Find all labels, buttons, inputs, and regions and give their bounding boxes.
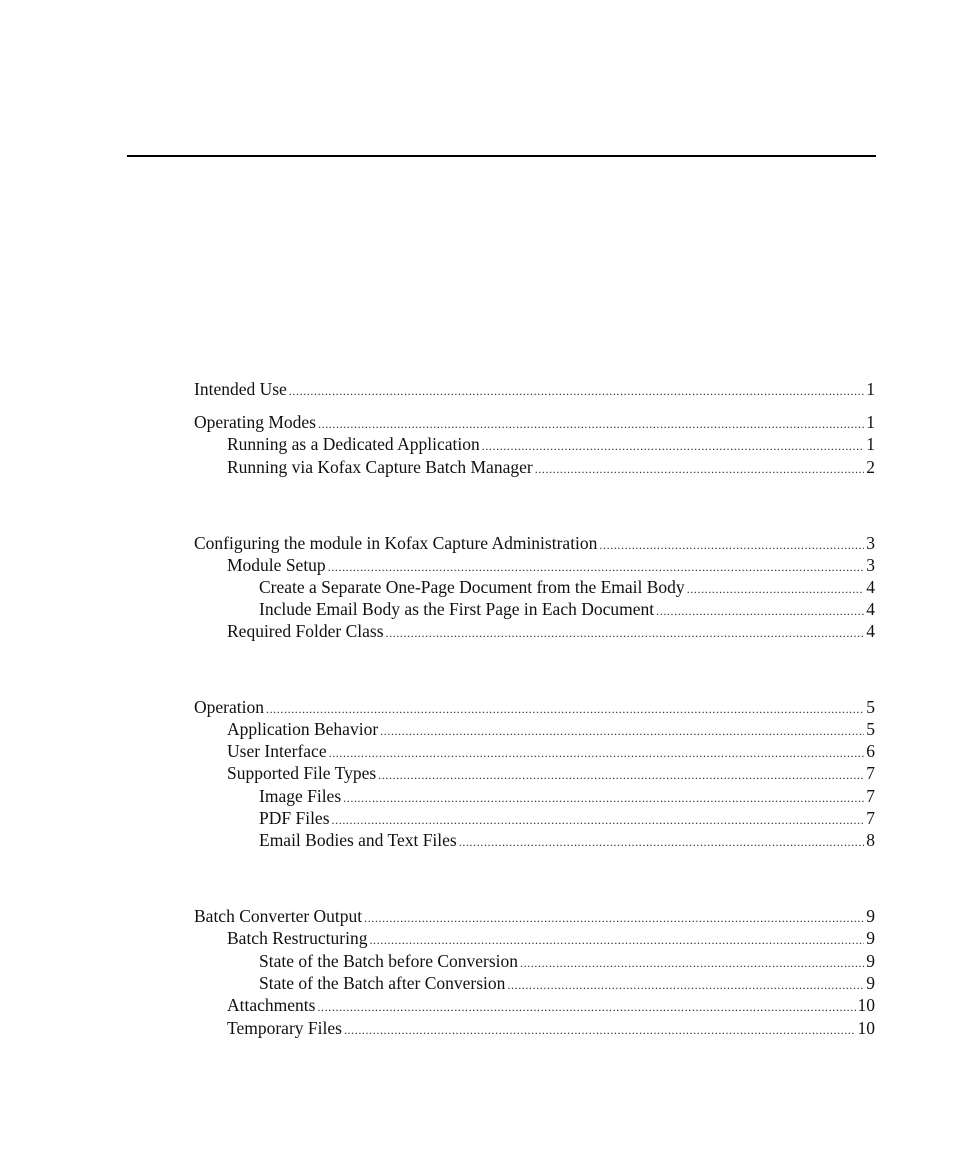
toc-page-number: 9	[866, 973, 875, 993]
toc-entry-intended-use[interactable]	[194, 378, 875, 400]
toc-page-number: 3	[866, 533, 875, 553]
toc-entry-label: Include Email Body as the First Page in Each Document	[259, 599, 655, 619]
toc-page-number: 9	[866, 928, 875, 948]
toc-entry-label: Module Setup	[227, 555, 326, 575]
leader-dots	[343, 787, 864, 809]
toc-entry-label: Operating Modes	[194, 412, 316, 432]
toc-page-number: 7	[866, 786, 875, 806]
toc-entry-label: Batch Restructuring	[227, 928, 368, 948]
toc-entry-label: State of the Batch before Conversion	[259, 951, 519, 971]
toc-page-number: 2	[866, 457, 875, 477]
toc-page-number: 10	[857, 1018, 875, 1038]
leader-dots	[380, 720, 864, 742]
toc-page-number: 10	[857, 995, 875, 1015]
toc-entry-batch-restructuring[interactable]	[227, 927, 875, 949]
toc-entry-label: State of the Batch after Conversion	[259, 973, 506, 993]
leader-dots	[535, 458, 865, 480]
toc-page-number: 6	[866, 741, 875, 761]
toc-entry-email-bodies[interactable]	[259, 829, 875, 851]
toc-entry-label: Image Files	[259, 786, 342, 806]
toc-page-number: 4	[866, 577, 875, 597]
toc-entry-label: User Interface	[227, 741, 327, 761]
toc-entry-include-email-body[interactable]	[259, 598, 875, 620]
toc-entry-supported-file-types[interactable]	[227, 762, 875, 784]
toc-page-number: 5	[866, 719, 875, 739]
toc-entry-attachments[interactable]	[227, 994, 875, 1016]
toc-entry-running-dedicated[interactable]	[227, 433, 875, 455]
leader-dots	[364, 907, 864, 929]
toc-entry-label: Configuring the module in Kofax Capture Administration	[194, 533, 598, 553]
toc-page-number: 3	[866, 555, 875, 575]
toc-entry-label: Running as a Dedicated Application	[227, 434, 480, 454]
leader-dots	[459, 831, 865, 853]
toc-page-number: 9	[866, 951, 875, 971]
leader-dots	[289, 380, 864, 402]
toc-entry-state-after[interactable]	[259, 972, 875, 994]
toc-entry-label: Intended Use	[194, 379, 287, 399]
leader-dots	[507, 974, 864, 996]
toc-page-number: 5	[866, 697, 875, 717]
toc-entry-application-behavior[interactable]	[227, 718, 875, 740]
leader-dots	[386, 622, 865, 644]
toc-entry-label: Supported File Types	[227, 763, 377, 783]
toc-page-number: 1	[866, 412, 875, 432]
toc-entry-required-folder-class[interactable]	[227, 620, 875, 642]
toc-entry-operating-modes[interactable]	[194, 411, 875, 433]
toc-entry-label: PDF Files	[259, 808, 330, 828]
toc-entry-running-batch-manager[interactable]	[227, 456, 875, 478]
toc-entry-label: Temporary Files	[227, 1018, 342, 1038]
leader-dots	[328, 556, 865, 578]
toc-entry-temporary-files[interactable]	[227, 1017, 875, 1039]
toc-entry-label: Create a Separate One-Page Document from the Email Body	[259, 577, 685, 597]
toc-entry-state-before[interactable]	[259, 950, 875, 972]
leader-dots	[378, 764, 864, 786]
toc-entry-operation[interactable]	[194, 696, 875, 718]
toc-entry-image-files[interactable]	[259, 785, 875, 807]
toc-entry-user-interface[interactable]	[227, 740, 875, 762]
toc-entry-label: Required Folder Class	[227, 621, 384, 641]
toc-entry-label: Operation	[194, 697, 264, 717]
toc-page-number: 1	[866, 379, 875, 399]
toc-page-number: 9	[866, 906, 875, 926]
toc-page-number: 8	[866, 830, 875, 850]
leader-dots	[520, 952, 864, 974]
leader-dots	[482, 435, 865, 457]
leader-dots	[318, 413, 864, 435]
leader-dots	[266, 698, 864, 720]
toc-entry-label: Attachments	[227, 995, 316, 1015]
leader-dots	[332, 809, 865, 831]
toc-page-number: 1	[866, 434, 875, 454]
toc-page-number: 7	[866, 763, 875, 783]
toc-entry-label: Running via Kofax Capture Batch Manager	[227, 457, 533, 477]
toc-entry-module-setup[interactable]	[227, 554, 875, 576]
leader-dots	[656, 600, 864, 622]
toc-entry-label: Application Behavior	[227, 719, 379, 739]
leader-dots	[344, 1019, 856, 1041]
leader-dots	[687, 578, 865, 600]
leader-dots	[599, 534, 864, 556]
toc-entry-label: Batch Converter Output	[194, 906, 363, 926]
toc-page-number: 4	[866, 599, 875, 619]
header-rule	[127, 155, 876, 157]
toc-entry-separate-document[interactable]	[259, 576, 875, 598]
toc-page-number: 7	[866, 808, 875, 828]
leader-dots	[317, 996, 855, 1018]
toc-page-number: 4	[866, 621, 875, 641]
leader-dots	[369, 929, 864, 951]
toc-entry-configuring-module[interactable]	[194, 532, 875, 554]
toc-entry-label: Email Bodies and Text Files	[259, 830, 457, 850]
leader-dots	[329, 742, 865, 764]
toc-entry-pdf-files[interactable]	[259, 807, 875, 829]
toc-entry-batch-converter-output[interactable]	[194, 905, 875, 927]
